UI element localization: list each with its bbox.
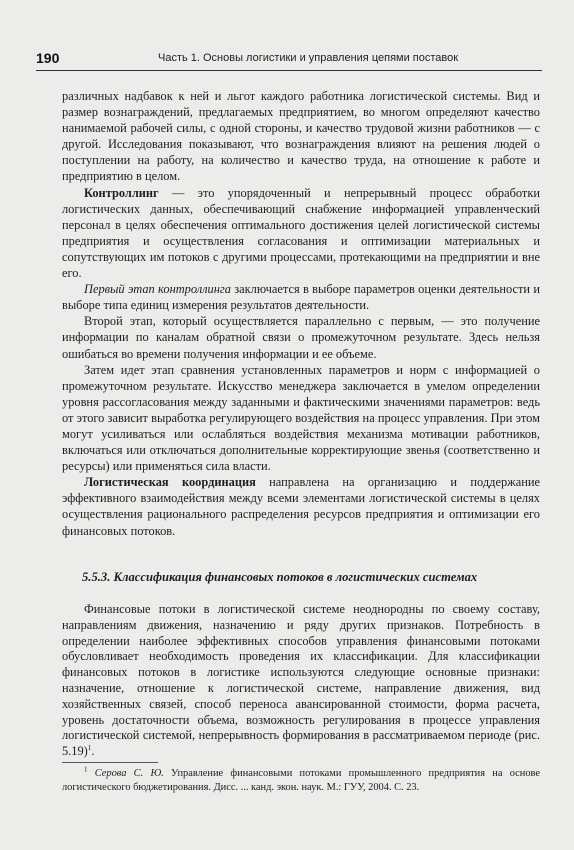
term-first-stage: Первый этап контроллинга xyxy=(84,282,231,297)
paragraph-second-stage: Второй этап, который осуществляется параллельно с первым, — это получение информации по каналам обратной связи о промежуточном результате. Здесь нельзя ошибаться во времени получения информации и ее объеме. xyxy=(62,314,540,361)
footnote xyxy=(62,767,540,795)
main-text xyxy=(62,88,540,539)
paragraph-classification: Финансовые потоки в логистической системе неоднородны по своему составу, направлениям движения, назначению и ряду других признаков. Потребность в определении наиболее эффективных способов управления финансовыми потоками обусловливает необходимость проведения их классификации. Для классификации финансовых потоков в логистике используются следующие основные признаки: назначение, отношение к логистической системе, направление движения, вид хозяйственных связей, способ переноса авансированной стоимости, форма расчета, уровень достаточности объема, возможность регулирования в процессе управления логистической системой, непрерывность формирования в рассматриваемом периоде (рис. 5.19)$^1$. xyxy=(62,602,540,759)
section-title: 5.5.3. Классификация финансовых потоков в логистических системах xyxy=(82,570,478,584)
section-body xyxy=(62,602,540,760)
running-head: Часть 1. Основы логистики и управления цепями поставок xyxy=(158,52,459,64)
footnote-rule xyxy=(62,762,158,763)
footnote-text: Управление финансовыми потоками промышленного предприятия на основе логистического бюджетирования. Дисс. ... канд. экон. наук. М.: ГУУ, 2004. С. 23. xyxy=(62,768,540,793)
footnote-author: Серова С. Ю. xyxy=(94,768,164,779)
paragraph-controlling: Контроллинг — это упорядоченный и непрерывный процесс обработки логистических данных, обеспечивающий снабжение информацией управленческий персонал в целях обеспечения оптимального достижения целей логистической системы предприятия и осуществления согласования и оптимизации материальных и сопутствующих им потоков с другими процессами, протекающими на предприятии и вне его. xyxy=(62,185,540,281)
header-rule xyxy=(36,70,542,71)
paragraph: различных надбавок к ней и льгот каждого работника логистической системы. Вид и размер вознаграждений, предлагаемых предприятием, во многом определяют качество нанимаемой рабочей силы, с одной стороны, и качество трудовой жизни работников — с другой. Исследования показывают, что вознаграждения влияют на решения людей о поступлении на работу, на количество и качество труда, на отношение к работе и предприятию в целом. xyxy=(62,89,540,184)
paragraph-first-stage: Первый этап контроллинга заключается в выборе параметров оценки деятельности и выборе типа единиц измерения результатов деятельности. xyxy=(62,282,540,313)
footnote-mark: 1 xyxy=(84,765,88,774)
paragraph-coordination: Логистическая координация направлена на организацию и поддержание эффективного взаимодействия между всеми элементами логистической системы в целях осуществления рационального распределения ресурсов предприятия и оптимизации его финансовых потоков. xyxy=(62,475,540,538)
footnote-ref: 1 xyxy=(87,744,92,753)
page-header xyxy=(36,50,542,70)
paragraph-comparison-stage: Затем идет этап сравнения установленных параметров и норм с информацией о промежуточном результате. Искусство менеджера заключается в умелом определении уровня рассогласования между заданными и фактическими значениями параметров: ведь от этого зависит выработка регулирующего воздействия на процесс управления. При этом могут усиливаться или ослабляться воздействия механизма мотивации работников, включаться или отключаться дополнительные корректирующие звенья (соответственно и ресурсы) или применяться сила власти. xyxy=(62,362,540,474)
page-number: 190 xyxy=(36,50,60,66)
term-coordination: Логистическая координация xyxy=(84,475,256,490)
term-controlling: Контроллинг xyxy=(84,185,159,200)
